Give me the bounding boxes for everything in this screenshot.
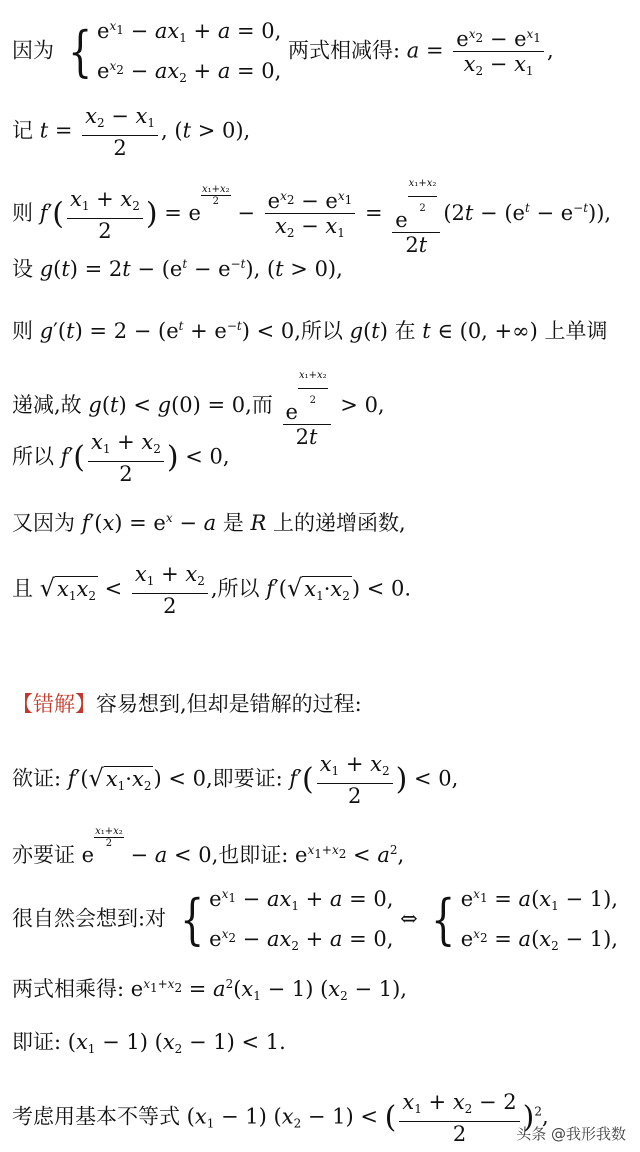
text-namely-prove: 也即证: [218, 843, 289, 867]
fraction-t: $\frac{x_2 - x_1}{2}$ [82, 104, 158, 160]
text-to-prove: 欲证: [12, 766, 62, 791]
text-multiply: 两式相乘得: [12, 977, 125, 1001]
text-decreasing: 递减,故 [12, 393, 82, 417]
line-7: 所以 f′( $\frac{x_1 + x_2}{2}$ ) < 0, [12, 430, 230, 486]
line-13: 很自然会想到:对 { $e^{x_1} - ax_1 + a = 0$, $e^{x_2} - ax_2 + a = 0$, ⇔ { $e^{x_1} = a(x_1 - 1)$, $e^{x_2} = a(x_2 - 1)$, [12, 880, 618, 960]
equation-system-3: { $e^{x_1} = a(x_1 - 1)$, $e^{x_2} = a(x_2 - 1)$, [431, 887, 618, 953]
line-10 [12, 690, 362, 718]
text-also-prove: 亦要证 [12, 843, 75, 867]
text-so-2: 所以 [12, 444, 54, 469]
text-let: 记 [12, 118, 33, 143]
line-3: 则 f′( $\frac{x_1 + x_2}{2}$ ) = e $\frac{\text{x₁+x₂}}{2}$ − $\frac{e^{x_2} - e^{x_1}}{x_2 - x_1}$ = e $\frac{\text{x₁+x₂}}{2}$ 2t $(2t - (e^t - e^{-t}))$, [12, 172, 611, 257]
line-15: 即证: $(x_1 - 1) (x_2 - 1) < 1$. [12, 1030, 286, 1056]
watermark: 头条 @我形我数 [516, 1125, 626, 1143]
line-4: 设 $g(t) = 2t - (e^t - e^{-t})$, (t > 0), [12, 257, 343, 281]
line-9: 且 $√x_1x_2$ < $\frac{x_1 + x_2}{2}$ ,所以 $f'(√x_1\cdot x_2) < 0$. [12, 562, 412, 618]
text-subtract: 两式相减得: [288, 38, 401, 63]
equation-system-2: { $e^{x_1} - ax_1 + a = 0$, $e^{x_2} - ax_2 + a = 0$, [179, 887, 394, 953]
text-so-3: 所以 [217, 576, 260, 601]
text-so: 所以 [300, 319, 343, 343]
wrong-solution-tag: 【错解】 [12, 692, 96, 716]
line-8: 又因为 $f'(x) = e^x - a$ 是 R 上的递增函数, [12, 511, 406, 535]
text-monotone: 上单调 [544, 319, 608, 343]
line-5: 则 $g'(t) = 2 - (e^t + e^{-t}) < 0$,所以 g(t) 在 t ∈ (0, +∞) 上单调 [12, 319, 608, 343]
line-6: 递减,故 g(t) < g(0) = 0,而 e $\frac{\text{x₁+x₂}}{2}$ 2t > 0, [12, 364, 385, 449]
text-prove: 即证: [12, 1030, 62, 1054]
text-because: 因为 [12, 38, 54, 63]
fraction-a: $\frac{e^{x_2} - e^{x_1}}{x_2 - x_1}$ [453, 22, 544, 83]
line-2: 记 t = $\frac{x_2 - x_1}{2}$ , (t > 0), [12, 104, 251, 160]
equation-system-1: { $e^{x_1} - ax_1 + a = 0$, $e^{x_2} - ax_2 + a = 0$, [67, 19, 282, 85]
text-and: 且 [12, 576, 33, 601]
text-on: 在 [394, 319, 416, 343]
text-also-because: 又因为 [12, 511, 75, 535]
text-set: 设 [12, 257, 33, 281]
line-11: 欲证: $f'(√x_1\cdot x_2) < 0$,即要证: f′( $\frac{x_1 + x_2}{2}$ ) < 0, [12, 752, 459, 808]
line-16: 考虑用基本不等式 $(x_1 - 1) (x_2 - 1)$ < ( $\frac{x_1 + x_2 - 2}{2}$ )$^2$, [12, 1090, 549, 1146]
text-consider-inequality: 考虑用基本不等式 [12, 1104, 180, 1129]
text-naturally: 很自然会想到:对 [12, 906, 167, 931]
line-1: 因为 { $e^{x_1} - ax_1 + a = 0$, $e^{x_2} - ax_2 + a = 0$, 两式相减得: a = $\frac{e^{x_2} - e^{x_1}}{x_2 - x_1}$ , [12, 12, 554, 92]
text-wrong-process: 容易想到,但却是错解的过程: [96, 692, 362, 716]
text-while: 而 [251, 393, 273, 417]
text-then: 则 [12, 201, 33, 225]
text-need-prove: 即要证: [212, 766, 283, 791]
text-is: 是 [222, 511, 244, 535]
text-increasing: 上的递增函数, [273, 511, 406, 535]
text-then-2: 则 [12, 319, 33, 343]
line-14: 两式相乘得: $e^{x_1+x_2} = a^2(x_1 - 1) (x_2 - 1)$, [12, 977, 407, 1003]
line-12: 亦要证 e $\frac{\text{x₁+x₂}}{2}$ − a < 0,也即证: $e^{x_1+x_2} < a^2$, [12, 826, 405, 867]
